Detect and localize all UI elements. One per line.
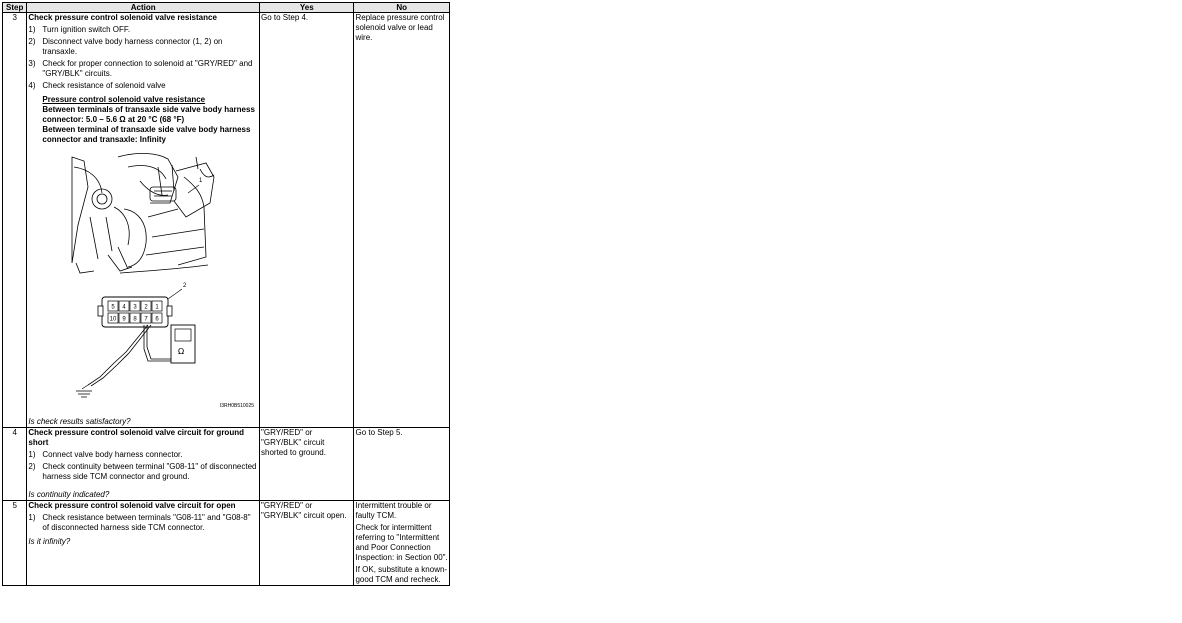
figure-illustration	[28, 147, 256, 417]
action-item	[28, 513, 258, 533]
step-number: 5	[3, 501, 27, 586]
action-item	[28, 37, 258, 57]
connector-pin-label: 7	[144, 316, 149, 323]
item-number: 4)	[28, 81, 36, 90]
action-cell	[27, 501, 260, 586]
no-cell	[354, 501, 450, 586]
action-item	[28, 25, 258, 35]
diagnostic-table-page	[2, 2, 450, 586]
ohm-symbol: Ω	[178, 347, 185, 356]
item-number: 3)	[28, 59, 36, 68]
yes-cell	[260, 13, 354, 428]
spec-line: Between terminals of transaxle side valve body harness connector: 5.0 – 5.6 Ω at 20 °C (68 °F)	[42, 105, 255, 124]
callout-2: 2	[183, 283, 187, 289]
step-number: 3	[3, 13, 27, 428]
header-step: Step	[3, 3, 27, 13]
item-text: Disconnect valve body harness connector (1, 2) on transaxle.	[42, 37, 223, 56]
yes-cell	[260, 501, 354, 586]
connector-pin-label: 1	[155, 304, 160, 311]
header-yes: Yes	[260, 3, 354, 13]
ground-symbol	[76, 385, 92, 397]
check-question: Is continuity indicated?	[28, 490, 110, 499]
spec-line: Between terminal of transaxle side valve body harness connector and transaxle: Infinity	[42, 125, 251, 144]
no-text: Check for intermittent referring to "Intermittent and Poor Connection Inspection: in Section 00".	[355, 523, 448, 562]
item-text: Check for proper connection to solenoid at "GRY/RED" and "GRY/BLK" circuits.	[42, 59, 253, 78]
step-title: Check pressure control solenoid valve circuit for open	[28, 501, 236, 510]
connector-pin-label: 9	[122, 316, 127, 323]
item-text: Check resistance of solenoid valve	[42, 81, 166, 90]
ohmmeter	[171, 325, 195, 363]
check-question: Is check results satisfactory?	[28, 417, 131, 426]
no-text: Intermittent trouble or faulty TCM.	[355, 501, 432, 520]
harness-connector	[98, 297, 172, 327]
header-no: No	[354, 3, 450, 13]
connector-pin-label: 2	[144, 304, 149, 311]
spec-title: Pressure control solenoid valve resistance	[42, 95, 206, 104]
table-row-step-4	[3, 428, 450, 501]
item-number: 1)	[28, 513, 36, 522]
no-text: Go to Step 5.	[355, 428, 403, 437]
action-item	[28, 462, 258, 482]
item-text: Turn ignition switch OFF.	[42, 25, 131, 34]
item-number: 1)	[28, 450, 36, 459]
no-cell	[354, 428, 450, 501]
yes-cell	[260, 428, 354, 501]
step-title: Check pressure control solenoid valve resistance	[28, 13, 217, 22]
no-text: If OK, substitute a known-good TCM and recheck.	[355, 565, 448, 584]
item-number: 2)	[28, 462, 36, 471]
transaxle-drawing	[72, 153, 214, 273]
action-item	[28, 81, 258, 91]
action-item	[28, 59, 258, 79]
figure-code: I3RH0B510025	[219, 403, 255, 409]
item-number: 2)	[28, 37, 36, 46]
header-action: Action	[27, 3, 260, 13]
figure-solenoid-connector	[28, 147, 258, 417]
step-number: 4	[3, 428, 27, 501]
step-title: Check pressure control solenoid valve circuit for ground short	[28, 428, 244, 447]
table-row-step-5	[3, 501, 450, 586]
action-cell	[27, 428, 260, 501]
connector-pin-label: 6	[155, 316, 160, 323]
connector-pin-label: 8	[133, 316, 138, 323]
no-cell	[354, 13, 450, 428]
action-cell	[27, 13, 260, 428]
no-text: Replace pressure control solenoid valve or lead wire.	[355, 13, 445, 42]
item-text: Connect valve body harness connector.	[42, 450, 183, 459]
item-text: Check resistance between terminals "G08-11" and "G08-8" of disconnected harness side TCM connector.	[42, 513, 251, 532]
connector-pin-label: 10	[110, 316, 117, 323]
yes-text: "GRY/RED" or "GRY/BLK" circuit shorted to ground.	[261, 428, 326, 457]
connector-pin-label: 5	[111, 304, 116, 311]
table-row-step-3	[3, 13, 450, 428]
table-header-row	[3, 3, 450, 13]
yes-text: "GRY/RED" or "GRY/BLK" circuit open.	[261, 501, 347, 520]
yes-text: Go to Step 4.	[261, 13, 309, 22]
action-item	[28, 450, 258, 460]
item-text: Check continuity between terminal "G08-11" of disconnected harness side TCM connector and ground.	[42, 462, 257, 481]
connector-pin-label: 3	[133, 304, 138, 311]
item-number: 1)	[28, 25, 36, 34]
callout-1: 1	[199, 178, 203, 184]
check-question: Is it infinity?	[28, 537, 71, 546]
connector-pin-label: 4	[122, 304, 127, 311]
diagnostic-table	[2, 2, 450, 586]
